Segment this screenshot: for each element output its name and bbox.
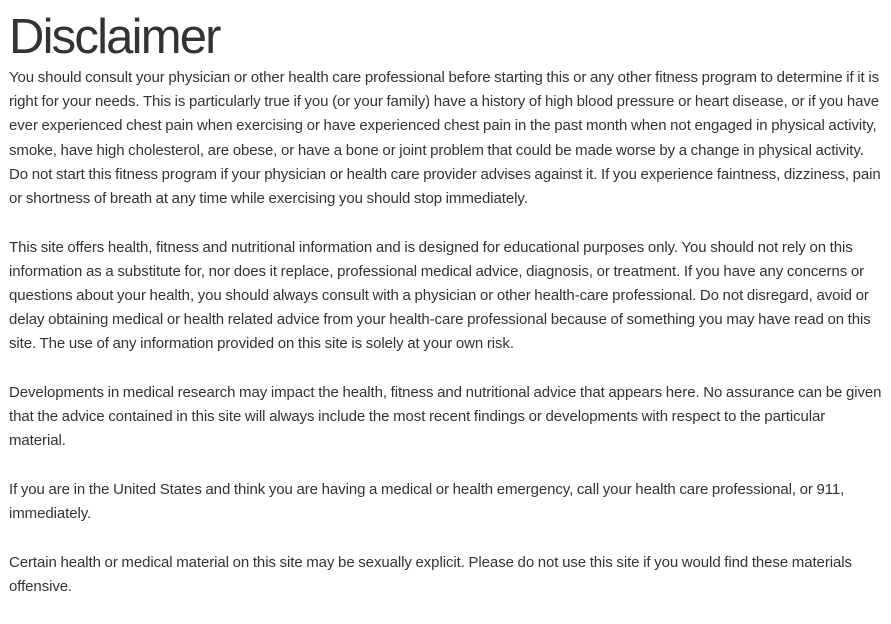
paragraph-educational-purposes: This site offers health, fitness and nutritional information and is designed for educational purposes only. You should not rely on this information as a substitute for, nor does it replace, professional medical advice, diagnosis, or treatment. If you have any concerns or questions about your health, you should always consult with a physician or other health-care professional. Do not disregard, avoid or delay obtaining medical or health related advice from your health-care professional because of something you may have read on this site. The use of any information provided on this site is solely at your own risk. — [9, 238, 871, 353]
paragraph-consult-physician: You should consult your physician or other health care professional before starting this or any other fitness program to determine if it is right for your needs. This is particularly true if you (or your family) have a history of high blood pressure or heart disease, or if you have ever experienced chest pain when exercising or have experienced chest pain in the past month when not engaged in physical activity, smoke, have high cholesterol, are obese, or have a bone or joint problem that could be made worse by a change in physical activity. Do not start this fitness program if your physician or health care provider advises against it. If you experience faintness, dizziness, pain or shortness of breath at any time while exercising you should stop immediately. — [9, 69, 881, 208]
page-title: Disclaimer — [9, 10, 220, 64]
paragraph-emergency: If you are in the United States and think you are having a medical or health emergency, call your health care professional, or 911, immediately. — [9, 481, 845, 523]
paragraph-explicit-material: Certain health or medical material on this site may be sexually explicit. Please do not use this site if you would find these materials offensive. — [9, 553, 852, 596]
paragraph-medical-research: Developments in medical research may impact the health, fitness and nutritional advice that appears here. No assurance can be given that the advice contained in this site will always include the most recent findings or developments with respect to the particular material. — [9, 384, 882, 450]
disclaimer-page — [9, 0, 885, 624]
